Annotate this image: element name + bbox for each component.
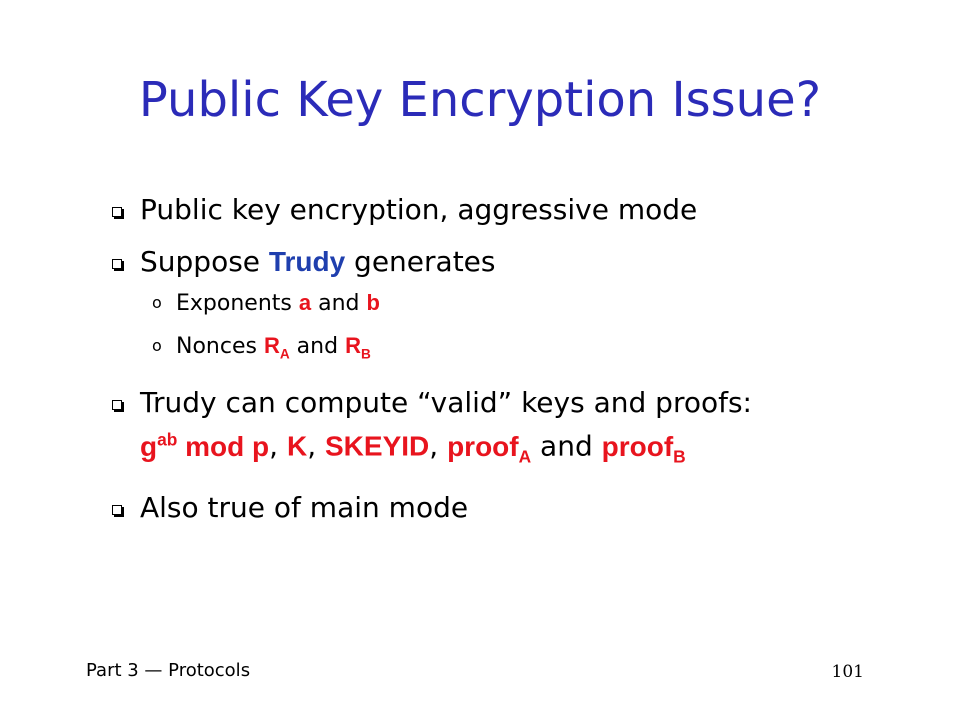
bullet-trudy-compute: [104, 385, 924, 474]
bullet-main-mode: [104, 490, 924, 526]
nonce-ra: $R_A$: [263, 333, 290, 362]
circle-bullet-icon: o: [152, 293, 162, 312]
key-k: K: [286, 430, 308, 462]
square-bullet-icon: [112, 259, 122, 269]
bullet-text-pre: Suppose: [140, 245, 269, 278]
exponent-b: b: [366, 290, 380, 315]
proof-line: $g^{ab}$ mod p, K, SKEYID, proof$_A$ and proof$_B$: [140, 429, 686, 467]
sub-bullet-nonces: [104, 331, 924, 369]
exponent-a: a: [298, 290, 312, 315]
g-ab-mod-p: $g^{ab}$ mod p: [140, 429, 270, 462]
square-bullet-icon: [112, 400, 122, 410]
page-number: 101: [831, 662, 864, 682]
trudy-highlight: Trudy: [268, 246, 346, 277]
bullet-text: Public key encryption, aggressive mode: [140, 193, 698, 226]
sub-bullet-pre: Nonces: [176, 334, 264, 359]
sub-bullet-mid: and: [311, 291, 367, 316]
proof-a: proof$_A$: [447, 430, 532, 467]
sub-bullet-exponents: [104, 288, 924, 319]
bullet-text-post: generates: [345, 245, 496, 278]
skeyid: SKEYID: [325, 430, 430, 462]
sub-bullet-mid: and: [289, 334, 346, 359]
proof-b: proof$_B$: [601, 430, 686, 467]
bullet-aggressive-mode: [104, 192, 924, 228]
bullet-text: Trudy can compute “valid” keys and proofs:: [140, 386, 752, 420]
square-bullet-icon: [112, 505, 122, 515]
square-bullet-icon: [112, 207, 122, 217]
nonce-rb: $R_B$: [345, 333, 371, 362]
slide-content: [104, 192, 924, 542]
bullet-text: Also true of main mode: [140, 491, 469, 525]
slide-title: Public Key Encryption Issue?: [138, 72, 822, 128]
circle-bullet-icon: o: [152, 336, 162, 355]
sub-bullet-pre: Exponents: [176, 291, 299, 316]
bullet-trudy-generates: [104, 244, 924, 280]
footer-section: Part 3 — Protocols: [86, 660, 251, 681]
